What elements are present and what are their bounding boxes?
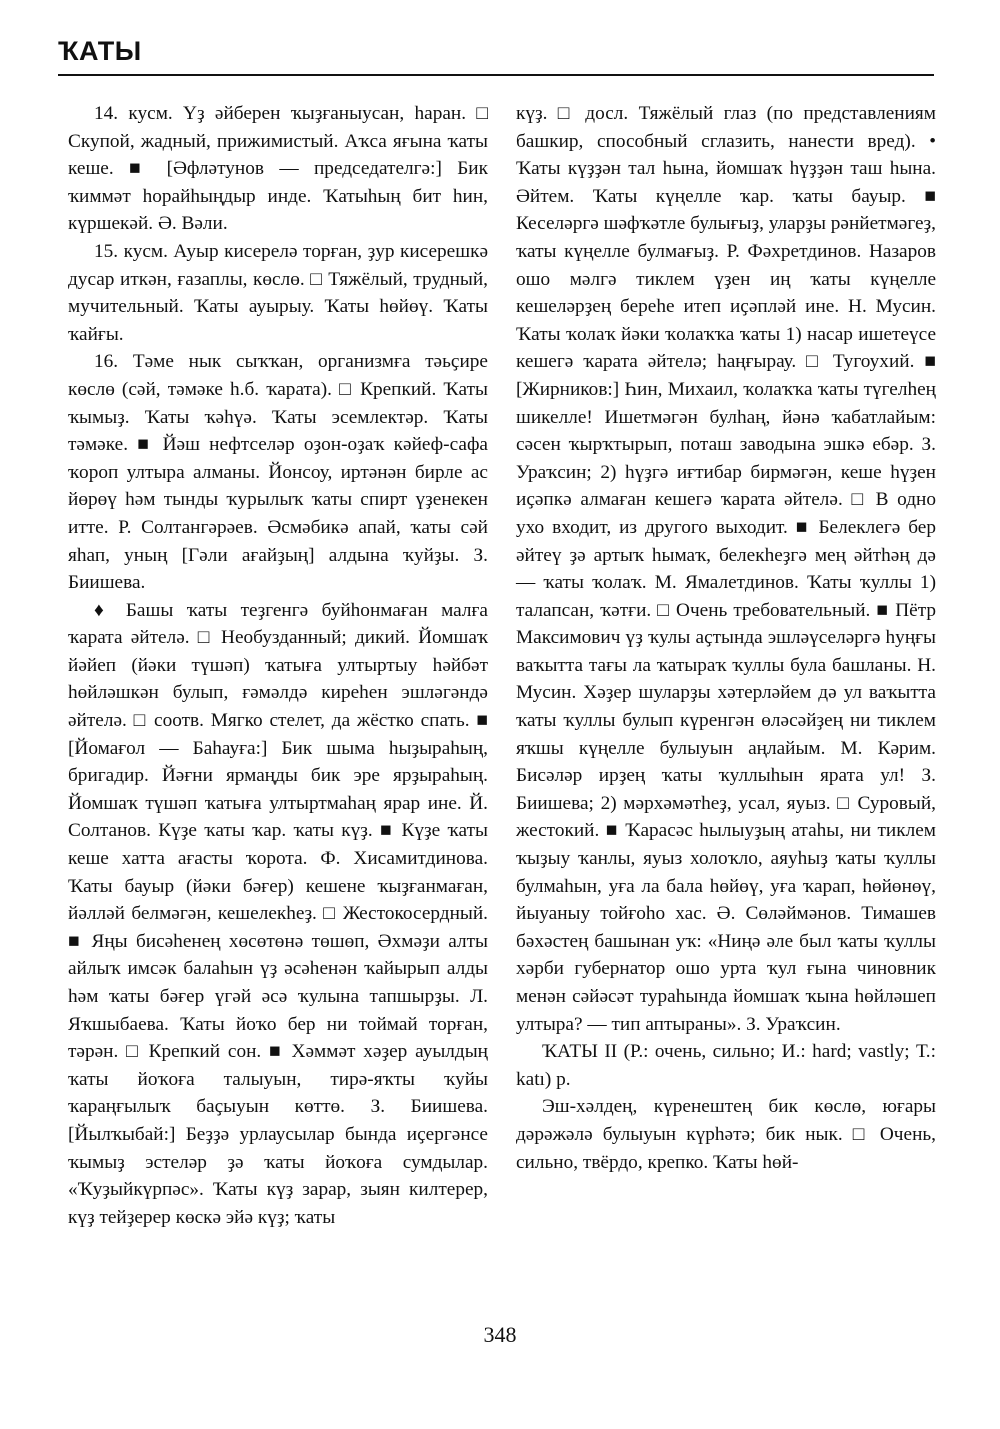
entry-sense-14: 14. кусм. Үҙ әйберен ҡыҙғаныусан, һаран. □ Скупой, жадный, прижимистый. Аҡса яғына ҡаты кеше. ■ [Әфләтунов — председателгә:] Бик ҡиммәт һорайһыңдыр инде. Ҡатыһың бит һин, күршекәй. Ә. Вәли. xyxy=(68,103,488,235)
entry-sense-15: 15. кусм. Ауыр кисерелә торған, ҙур кисерешкә дусар иткән, ғазаплы, көслө. □ Тяжёлый, трудный, мучительный. Ҡаты ауырыу. Ҡаты һөйөү. Ҡаты ҡайғы. xyxy=(68,240,488,345)
left-column xyxy=(68,100,488,1231)
running-header: ҠАТЫ xyxy=(58,36,142,66)
entry-sense-16: 16. Тәме нык сыҡҡан, организмға тәьҫире көслө (сәй, тәмәке һ.б. ҡарата). □ Крепкий. Ҡаты ҡымыҙ. Ҡаты ҡәһүә. Ҡаты эсемлектәр. Ҡаты тәмәке. ■ Йәш нефтселәр оҙон-оҙаҡ кәйеф-сафа ҡороп ултыра алманы. Йонсоу, иртәнән бирле ас йөрөү һәм тынды ҡурылыҡ ҡаты спирт үҙенекен итте. Р. Солтангәрәев. Әсмәбикә апай, ҡаты сәй яһап, уның [Гәли ағайҙың] алдына ҡуйҙы. З. Биишева. xyxy=(68,351,488,594)
entry-katy-ii-definition: Эш-хәлдең, күренештең бик көслө, юғары дәрәжәлә булыуын күрһәтә; бик нык. □ Очень, сильно, твёрдо, крепко. Ҡаты һөй- xyxy=(516,1096,936,1173)
right-column xyxy=(516,100,936,1176)
header-rule xyxy=(58,74,934,76)
headword-katy-ii: ҠАТЫ II (Р.: очень, сильно; И.: hard; vastly; Т.: katı) р. xyxy=(516,1041,936,1090)
entry-phrases-continued: күҙ. □ досл. Тяжёлый глаз (по представлениям башкир, способный сглазить, нанести вред). • Ҡаты күҙҙән тал һына, йомшаҡ һүҙҙән таш һына. Әйтем. Ҡаты күңелле ҡар. ҡаты бауыр. ■ Кеселәргә шәфҡәтле булығыҙ, уларҙы рәнйетмәгеҙ, ҡаты күңелле булмағыҙ. Р. Фәхретдинов. Назаров ошо мәлгә тиклем үҙен иң ҡаты күңелле кешеләрҙең береһе итеп иҫәпләй ине. Н. Мусин. Ҡаты ҡолаҡ йәки ҡолаҡҡа ҡаты 1) насар ишетеүсе кешегә ҡарата әйтелә; һаңғырау. □ Тугоухий. ■ [Жирников:] Һин, Михаил, ҡолаҡҡа ҡаты түгелһең шикелле! Ишетмәгән булһаң, йәнә ҡабатлайым: сәсен ҡырҡтырып, поташ заводына эшкә ебәр. З. Ураҡсин; 2) һүҙгә иғтибар бирмәгән, кеше һүҙен иҫәпкә алмаған кешегә ҡарата әйтелә. □ В одно ухо входит, из другого выходит. ■ Белеклегә бер әйтеү ҙә артыҡ һымаҡ, белекһеҙгә мең әйтһәң дә — ҡаты ҡолаҡ. М. Ямалетдинов. Ҡаты ҡуллы 1) талапсан, ҡәтғи. □ Очень требовательный. ■ Пётр Максимович үҙ ҡулы аҫтында эшләүселәргә һуңғы ваҡытта тағы ла ҡатыраҡ ҡуллы була башланы. Н. Мусин. Хәҙер шуларҙы хәтерләйем дә ул ваҡытта ҡаты ҡуллы булып күренгән өләсәйҙең ни тиклем яҡшы күңелле булыуын аңлайым. М. Кәрим. Бисәләр ирҙең ҡаты ҡуллыһын ярата ул! З. Биишева; 2) мәрхәмәтһеҙ, усал, яуыз. □ Суровый, жестокий. ■ Ҡарасәс һылыуҙың атаһы, ни тиклем ҡыҙыу ҡанлы, яуыз холоҡло, аяуһыҙ ҡаты ҡуллы булмаһын, уға ла бала һөйөү, уға ҡарап, һөйөнөү, йыуаныу тойғоһо хас. Ә. Сөләймәнов. Тимашев бәхәстең башынан уҡ: «Ниңә әле был ҡаты ҡуллы хәрби губернатор ошо урта ҡул ғына чиновник менән сәйәсәт тураһында йомшаҡ ҡына һөйләшеп ултыра? — тип аптыраны». З. Ураҡсин. xyxy=(516,103,936,1035)
page-number: 348 xyxy=(483,1322,517,1347)
entry-phrases: ♦ Башы ҡаты теҙгенгә буйһонмаған малға ҡарата әйтелә. □ Необузданный; дикий. Йомшаҡ йәйеп (йәки түшәп) ҡатыға ултыртыу һәйбәт һөйләшкән булып, ғәмәлдә киреһен эшләгәндә әйтелә. □ соотв. Мягко стелет, да жёстко спать. ■ [Йомағол — Баһауға:] Бик шыма һыҙыраһың, бригадир. Йәғни ярмаңды бик эре ярҙыраһың. Йомшаҡ түшәп ҡатыға ултыртмаһаң ярар ине. Й. Солтанов. Күҙе ҡаты ҡар. ҡаты күҙ. ■ Күҙе ҡаты кеше хатта ағасты ҡорота. Ф. Хисамитдинова. Ҡаты бауыр (йәки бәғер) кешене ҡыҙғанмаған, йәлләй белмәгән, кешелекһеҙ. □ Жестокосердный. ■ Яңы бисәһенең хөсөтөнә төшөп, Әхмәҙи алты айлыҡ имсәк балаһын үҙ әсәһенән ҡайырып алды һәм ҡаты бәғер үгәй әсә ҡулына тапшырҙы. Л. Яҡшыбаева. Ҡаты йоҡо бер ни тоймай торған, тәрән. □ Крепкий сон. ■ Хәммәт хәҙер ауылдың ҡаты йоҡоға талыуын, тирә-яҡты ҡуйы ҡараңғылыҡ баҫыуын көттө. З. Биишева. [Йылҡыбай:] Беҙҙә урлаусылар бында иҫергәнсе ҡымыҙ эстеләр ҙә ҡаты йоҡоға сумдылар. «Ҡуҙыйкүрпәс». Ҡаты күҙ зарар, зыян килтерер, күҙ тейҙерер көскә эйә күҙ; ҡаты xyxy=(68,599,488,1228)
